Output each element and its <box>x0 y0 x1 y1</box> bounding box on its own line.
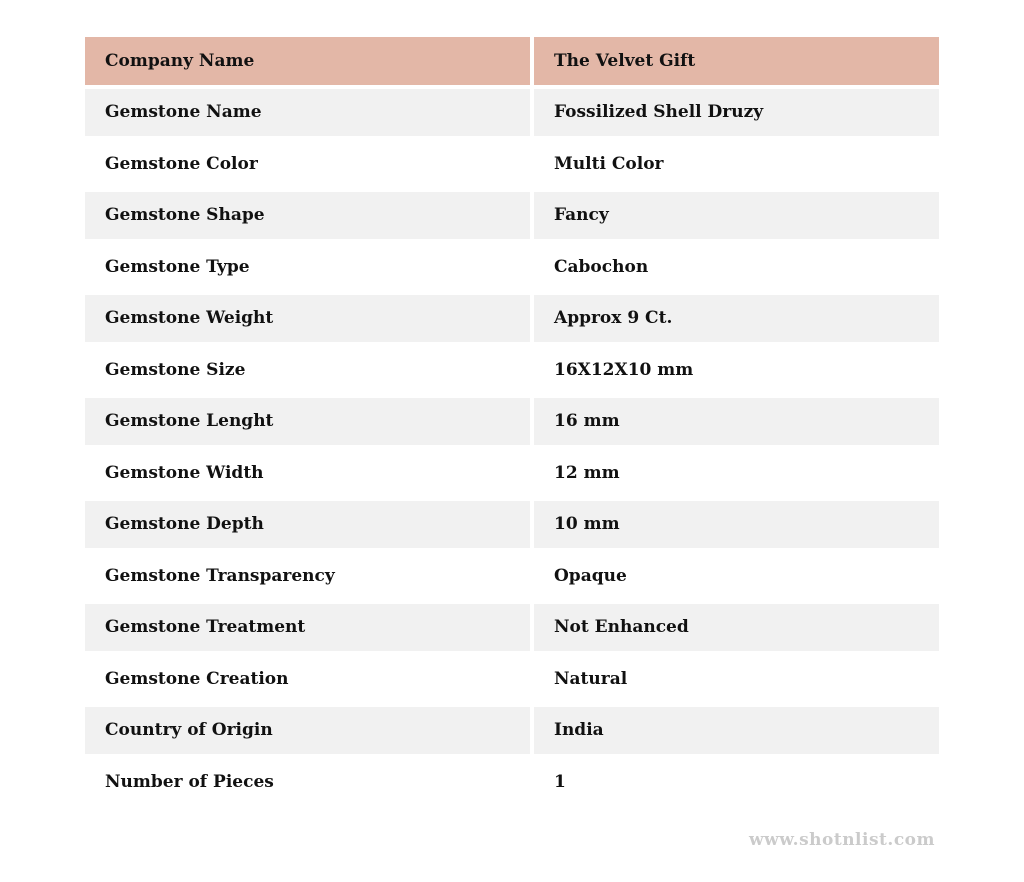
table-row <box>85 449 939 497</box>
table-row <box>85 398 939 446</box>
row-value: 1 <box>534 758 939 806</box>
row-value: Opaque <box>534 552 939 600</box>
company-name-value: The Velvet Gift <box>534 37 939 85</box>
table-row <box>85 707 939 755</box>
row-value: Cabochon <box>534 243 939 291</box>
table-row <box>85 655 939 703</box>
row-label: Gemstone Shape <box>85 192 530 240</box>
row-value: 16 mm <box>534 398 939 446</box>
table-row <box>85 604 939 652</box>
row-label: Gemstone Lenght <box>85 398 530 446</box>
row-value: 10 mm <box>534 501 939 549</box>
row-value: Not Enhanced <box>534 604 939 652</box>
table-row <box>85 758 939 806</box>
row-label: Gemstone Creation <box>85 655 530 703</box>
row-value: Multi Color <box>534 140 939 188</box>
table-header-row <box>85 37 939 85</box>
table-row <box>85 552 939 600</box>
row-label: Gemstone Type <box>85 243 530 291</box>
row-label: Gemstone Transparency <box>85 552 530 600</box>
row-label: Gemstone Size <box>85 346 530 394</box>
row-value: India <box>534 707 939 755</box>
row-value: Approx 9 Ct. <box>534 295 939 343</box>
table-row <box>85 140 939 188</box>
row-label: Gemstone Width <box>85 449 530 497</box>
table-row <box>85 346 939 394</box>
row-label: Number of Pieces <box>85 758 530 806</box>
table-row <box>85 192 939 240</box>
row-label: Gemstone Depth <box>85 501 530 549</box>
table-row <box>85 295 939 343</box>
row-value: Fossilized Shell Druzy <box>534 89 939 137</box>
row-label: Gemstone Color <box>85 140 530 188</box>
product-spec-table <box>81 33 943 810</box>
row-label: Gemstone Name <box>85 89 530 137</box>
table-row <box>85 501 939 549</box>
row-value: Fancy <box>534 192 939 240</box>
row-label: Country of Origin <box>85 707 530 755</box>
row-value: Natural <box>534 655 939 703</box>
table-row <box>85 89 939 137</box>
row-label: Gemstone Treatment <box>85 604 530 652</box>
company-name-label: Company Name <box>85 37 530 85</box>
watermark-text: www.shotnlist.com <box>748 830 935 850</box>
row-value: 16X12X10 mm <box>534 346 939 394</box>
row-value: 12 mm <box>534 449 939 497</box>
row-label: Gemstone Weight <box>85 295 530 343</box>
table-row <box>85 243 939 291</box>
